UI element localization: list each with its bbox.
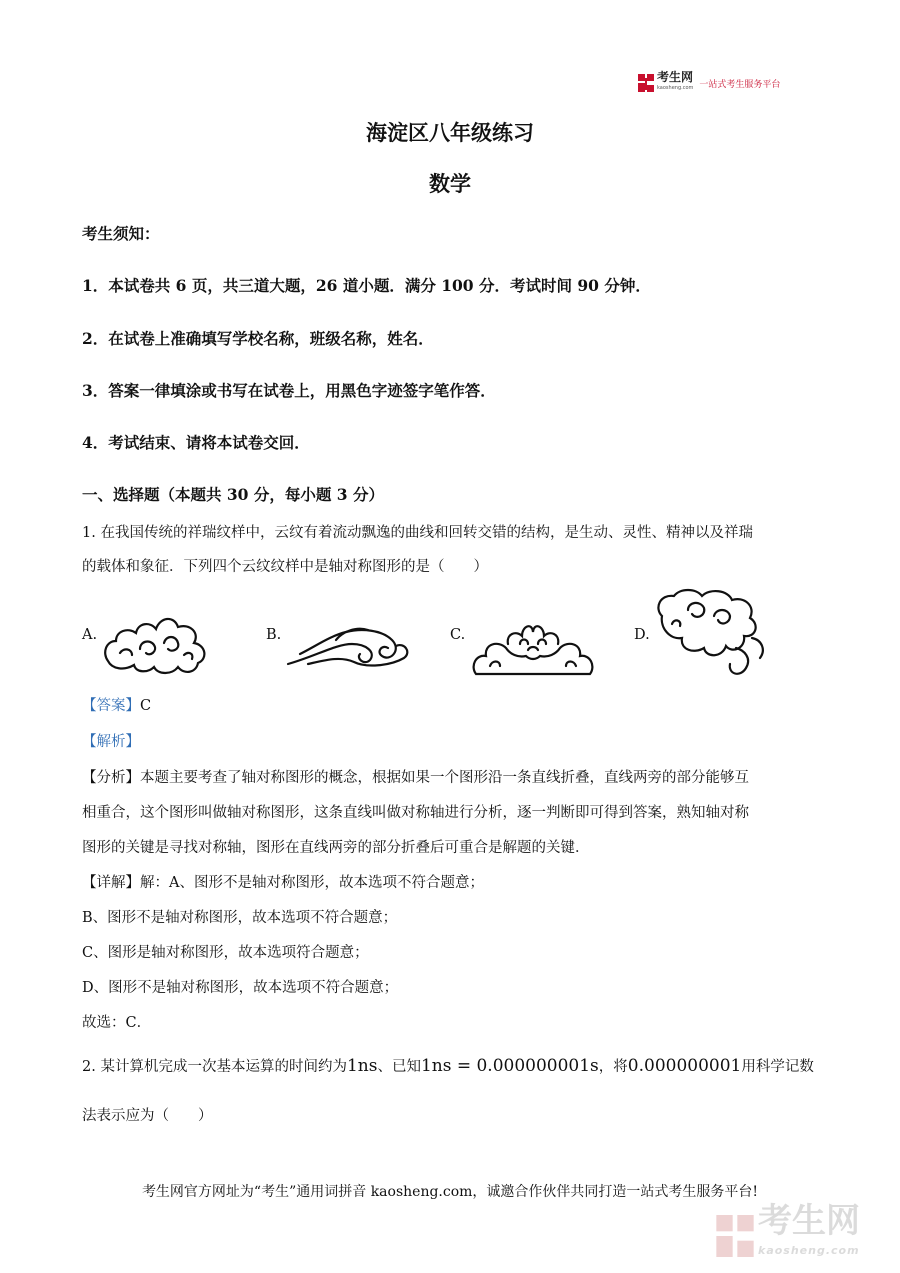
q2-text: 2. 某计算机完成一次基本运算的时间约为 [82,1059,347,1075]
logo-domain: kaosheng.com [657,85,694,91]
fenxi-text: 本题主要考查了轴对称图形的概念，根据如果一个图形沿一条直线折叠，直线两旁的部分能够互 [140,770,749,786]
watermark-text [758,1201,860,1266]
logo-text [657,72,693,94]
cloud-c-figure [470,614,596,684]
detail-line: C、图形是轴对称图形，故本选项符合题意； [82,945,369,961]
q2-math: 1ns = 0.000000001s [420,1056,599,1076]
q2-text: 用科学记数 [741,1059,814,1075]
answer-value: C [140,698,152,714]
exam-title: 海淀区八年级练习 [366,120,534,145]
fenxi-line2: 相重合，这个图形叫做轴对称图形，这条直线叫做对称轴进行分析，逐一判断即可得到答案，熟知轴对称 [82,805,749,821]
cloud-d-figure [652,588,768,686]
notice-item: 3．答案一律填涂或书写在试卷上，用黑色字迹签字笔作答． [82,381,496,400]
fenxi-line1 [82,768,749,788]
fenxi-label: 【分析】 [82,770,140,786]
detail-line [82,873,484,893]
q1-stem-line2: 的载体和象征．下列四个云纹纹样中是轴对称图形的是（ ） [82,559,488,575]
detail-line: D、图形不是轴对称图形，故本选项不符合题意； [82,980,399,996]
notice-item: 1．本试卷共 6 页，共三道大题，26 道小题．满分 100 分．考试时间 90 分钟． [82,276,651,295]
option-b-label: B. [266,627,282,643]
analysis-label: 【解析】 [82,734,140,750]
detail-line: 故选：C． [82,1015,152,1031]
option-a-label: A. [82,627,98,643]
exam-subject: 数学 [429,171,471,196]
watermark [716,1201,860,1266]
q2-text: ，将 [598,1059,628,1075]
notice-item: 2．在试卷上准确填写学校名称，班级名称，姓名． [82,329,434,348]
option-d-label: D. [634,627,650,643]
answer-label: 【答案】 [82,698,140,714]
detail-text: 解：A、图形不是轴对称图形，故本选项不符合题意； [140,875,484,891]
q2-text: 、已知 [377,1059,421,1075]
q1-stem-line1: 1. 在我国传统的祥瑞纹样中，云纹有着流动飘逸的曲线和回转交错的结构，是生动、灵性、精神以及祥瑞 [82,525,753,541]
watermark-logo-icon [716,1215,754,1257]
kaosheng-logo-icon [638,74,654,92]
notice-item: 4．考试结束、请将本试卷交回． [82,433,310,452]
detail-line: B、图形不是轴对称图形，故本选项不符合题意； [82,910,398,926]
answer-line [82,696,151,716]
cloud-b-figure [286,622,410,672]
cloud-a-figure [100,603,212,683]
fenxi-line3: 图形的关键是寻找对称轴，图形在直线两旁的部分折叠后可重合是解题的关键． [82,840,590,856]
footer-text: 考生网官方网址为“考生”通用词拼音 kaosheng.com，诚邀合作伙伴共同打造一站式考生服务平台! [141,1184,759,1200]
q2-math: 0.000000001 [627,1056,742,1076]
logo-name: 考生网 [657,70,694,84]
watermark-domain: kaosheng.com [758,1244,860,1257]
q2-stem-line2: 法表示应为（ ） [82,1108,213,1124]
notice-heading: 考生须知： [82,224,160,243]
q2-math: 1ns [346,1056,378,1076]
logo-slogan: 一站式考生服务平台 [699,79,781,90]
section-heading: 一、选择题（本题共 30 分，每小题 3 分） [82,485,384,504]
watermark-name: 考生网 [758,1201,860,1241]
option-c-label: C. [450,627,466,643]
site-logo[interactable] [638,72,780,94]
q2-stem-line1 [82,1056,814,1077]
detail-label: 【详解】 [82,875,140,891]
